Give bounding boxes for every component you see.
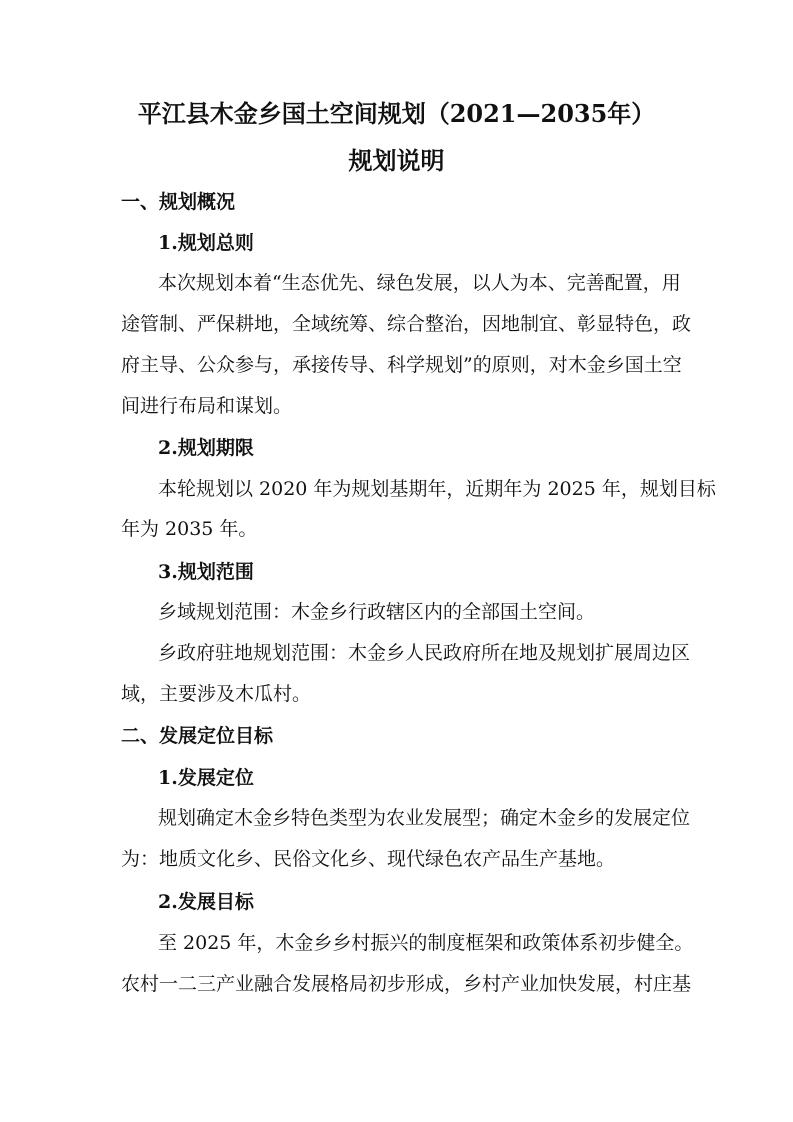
subheading-general-principles: 1.规划总则 — [158, 232, 254, 254]
section-heading-development-goals: 二、发展定位目标 — [121, 725, 274, 747]
paragraph-line: 域，主要涉及木瓜村。 — [121, 683, 312, 705]
subheading-planning-scope: 3.规划范围 — [158, 561, 254, 583]
paragraph-line: 规划确定木金乡特色类型为农业发展型；确定木金乡的发展定位 — [158, 807, 691, 829]
paragraph-line: 本次规划本着“生态优先、绿色发展，以人为本、完善配置，用 — [158, 272, 681, 294]
section-heading-overview: 一、规划概况 — [121, 191, 236, 213]
paragraph-line: 乡域规划范围：木金乡行政辖区内的全部国土空间。 — [158, 601, 596, 623]
paragraph-line: 农村一二三产业融合发展格局初步形成，乡村产业加快发展，村庄基 — [121, 973, 692, 995]
subheading-development-targets: 2.发展目标 — [158, 891, 254, 913]
subheading-development-positioning: 1.发展定位 — [158, 767, 254, 789]
paragraph-line: 为：地质文化乡、民俗文化乡、现代绿色农产品生产基地。 — [121, 848, 616, 870]
document-subtitle: 规划说明 — [348, 146, 445, 175]
paragraph-line: 年为 2035 年。 — [121, 518, 258, 540]
subheading-planning-period: 2.规划期限 — [158, 437, 254, 459]
paragraph-line: 府主导、公众参与，承接传导、科学规划”的原则，对木金乡国土空 — [121, 354, 682, 376]
document-title: 平江县木金乡国土空间规划（2021—2035年） — [137, 99, 656, 128]
paragraph-line: 本轮规划以 2020 年为规划基期年，近期年为 2025 年，规划目标 — [158, 478, 716, 500]
paragraph-line: 至 2025 年，木金乡乡村振兴的制度框架和政策体系初步健全。 — [158, 932, 694, 954]
paragraph-line: 途管制、严保耕地，全域统筹、综合整治，因地制宜、彰显特色，政 — [121, 313, 692, 335]
paragraph-line: 乡政府驻地规划范围：木金乡人民政府所在地及规划扩展周边区 — [158, 642, 691, 664]
paragraph-line: 间进行布局和谋划。 — [121, 395, 293, 417]
